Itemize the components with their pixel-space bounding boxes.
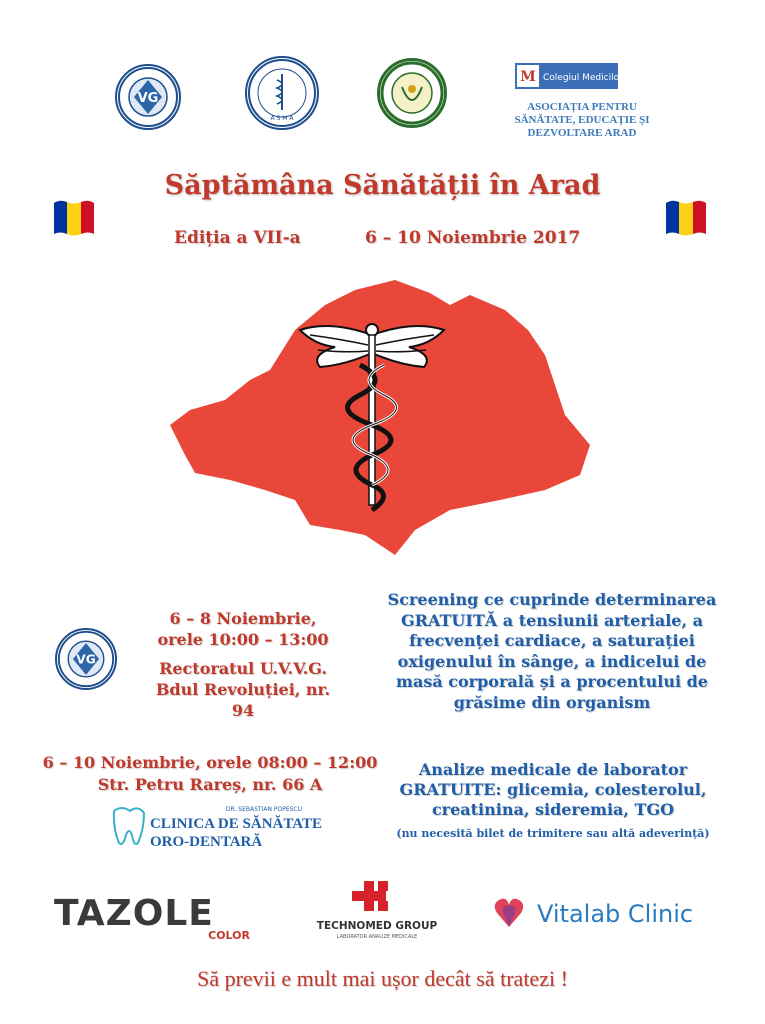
screening-line: GRATUITĂ a tensiunii arteriale, a [401,610,703,630]
lab-analysis-description [368,760,738,820]
schedule-rectorat-hours: orele 10:00 – 13:00 [157,630,329,649]
edition-label: Ediția a VII-a [174,228,301,248]
screening-description [372,590,732,713]
schedule-clinic-address: Str. Petru Rareș, nr. 66 A [97,775,323,794]
schedule-rectorat-place: Rectoratul U.V.V.G. [159,659,327,678]
tazole-logo [52,893,252,943]
cma-organization-name: ASOCIAȚIA PENTRU SĂNĂTATE, EDUCAȚIE ȘI DEZVOLTARE ARAD [514,101,650,139]
footer-slogan: Să previi e mult mai ușor decât să tratezi ! [197,966,568,991]
analysis-line: Analize medicale de laborator [418,760,688,779]
svg-text:Vitalab Clinic: Vitalab Clinic [537,900,694,928]
svg-text:TAZOLE: TAZOLE [54,893,214,934]
screening-line: Screening ce cuprinde determinarea [387,590,717,609]
svg-text:TECHNOMED GROUP: TECHNOMED GROUP [316,920,438,932]
svg-text:CLINICA DE SĂNĂTATE: CLINICA DE SĂNĂTATE [150,816,322,832]
svg-text:VG: VG [76,652,96,667]
screening-line: frecvenței cardiace, a saturației [409,631,695,650]
svg-text:Colegiul Medicilor Arad: Colegiul Medicilor Arad [543,73,647,83]
schedule-rectorat [148,608,338,721]
vitalab-logo [493,893,723,933]
arad-map-caduceus-icon [150,275,595,560]
screening-line: masă corporală și a procentului de [396,672,708,691]
svg-text:DR. SEBASTIAN POPESCU: DR. SEBASTIAN POPESCU [225,806,302,813]
analysis-note: (nu necesită bilet de trimitere sau altă adeverință) [396,827,710,840]
page-title: Săptămâna Sănătății în Arad [164,170,601,201]
svg-text:M: M [520,69,536,85]
svg-text:A S M A: A S M A [270,115,294,122]
svg-text:LABORATOR ANALIZE MEDICALE: LABORATOR ANALIZE MEDICALE [336,934,418,940]
cma-logo [515,63,647,89]
technomed-logo [312,877,442,942]
event-dates: 6 – 10 Noiembrie 2017 [365,228,581,248]
schedule-clinic [30,752,390,796]
schedule-rectorat-dates: 6 – 8 Noiembrie, [169,609,317,628]
uvvg-logo [115,64,181,130]
uvvg-logo-small [55,628,117,690]
dsp-logo [377,58,447,128]
svg-text:ORO-DENTARĂ: ORO-DENTARĂ [150,834,263,850]
schedule-rectorat-address: Bdul Revoluției, nr. 94 [155,680,331,720]
svg-text:COLOR: COLOR [208,929,250,942]
romania-flag-left-icon [52,197,96,237]
asma-logo [245,56,319,130]
svg-text:VG: VG [137,91,159,106]
clinic-logo [110,803,322,853]
romania-flag-right-icon [664,197,708,237]
analysis-line: GRATUITE: glicemia, colesterolul, [399,780,707,799]
screening-line: grăsime din organism [453,692,651,712]
schedule-clinic-dates: 6 – 10 Noiembrie, orele 08:00 – 12:00 [42,753,378,772]
screening-line: oxigenului în sânge, a indicelui de [397,651,707,671]
analysis-line: creatinina, sideremia, TGO [431,800,675,819]
